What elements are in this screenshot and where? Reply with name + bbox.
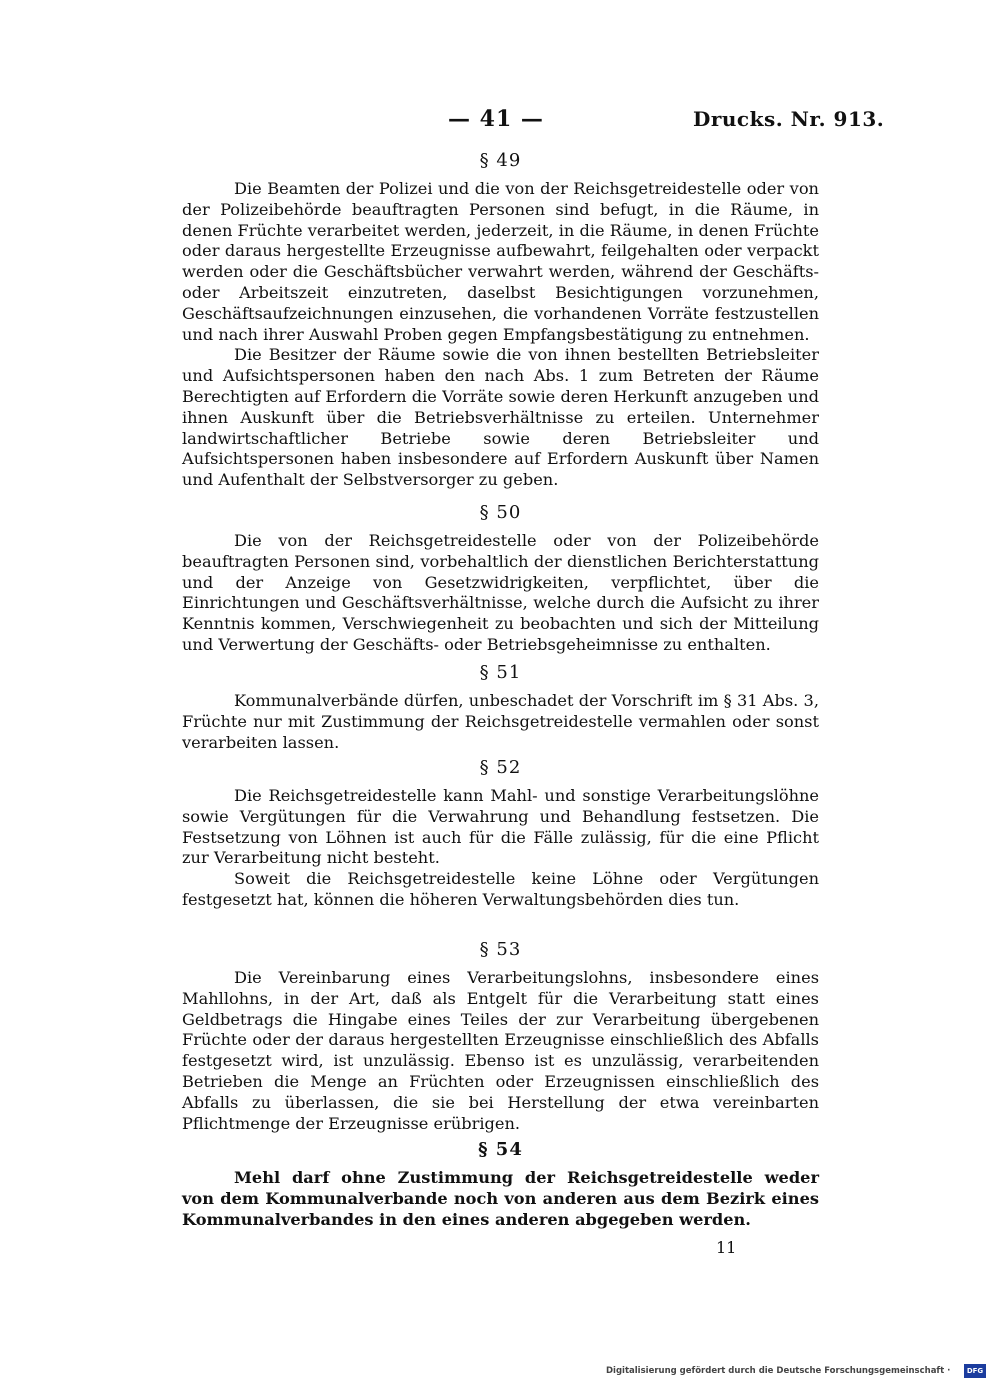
section-paragraph: Die Vereinbarung eines Verarbeitungslohns, insbesondere eines Mahllohns, in der Art, daß als Entgelt für die Verarbeitung statt eines Geldbetrags die Hingabe eines Teiles der zur Verarbeitung übergebenen Früchte oder der daraus hergestellten Erzeugnisse einschließlich des Abfalls festgesetzt wird, ist unzulässig. Ebenso ist es unzulässig, verarbeitenden Betrieben die Menge an Früchten oder Erzeugnissen einschließlich des Abfalls zu überlassen, die sie bei Herstellung der etwa vereinbarten Pflichtmenge der Erzeugnisse erübrigen. [182, 968, 819, 1133]
section-heading: § 53 [479, 939, 522, 960]
section-paragraph: Die Besitzer der Räume sowie die von ihnen bestellten Betriebsleiter und Aufsichtspersonen haben den nach Abs. 1 zum Betreten der Räume Berechtigten auf Erfordern die Vorräte sowie deren Herkunft anzugeben und ihnen Auskunft über die Betriebsverhältnisse zu erteilen. Unternehmer landwirtschaftlicher Betriebe sowie deren Betriebsleiter und Aufsichtspersonen haben insbesondere auf Erfordern Auskunft über Namen und Aufenthalt der Selbstversorger zu geben. [182, 345, 819, 490]
section-heading: § 54 [478, 1139, 523, 1160]
funding-note: Digitalisierung gefördert durch die Deutsche Forschungsgemeinschaft · [606, 1366, 951, 1376]
section-heading: § 50 [479, 502, 522, 523]
section-50 [182, 503, 819, 656]
section-heading: § 52 [479, 757, 522, 778]
dfg-logo: DFG [964, 1364, 986, 1378]
section-51 [182, 663, 819, 753]
page-number: — 41 — [448, 106, 544, 132]
section-paragraph: Mehl darf ohne Zustimmung der Reichsgetreidestelle weder von dem Kommunalverbande noch von anderen aus dem Bezirk eines Kommunalverbandes in den eines anderen abgegeben werden. [182, 1168, 819, 1229]
section-54 [182, 1140, 819, 1230]
section-paragraph: Die Reichsgetreidestelle kann Mahl- und sonstige Verarbeitungslöhne sowie Vergütungen für die Verwahrung und Behandlung festsetzen. Die Festsetzung von Löhnen ist auch für die Fälle zulässig, für die eine Pflicht zur Verarbeitung nicht besteht. [182, 786, 819, 868]
section-52 [182, 758, 819, 911]
section-53 [182, 940, 819, 1134]
sheet-number: 11 [716, 1238, 737, 1257]
section-paragraph: Kommunalverbände dürfen, unbeschadet der Vorschrift im § 31 Abs. 3, Früchte nur mit Zustimmung der Reichsgetreidestelle vermahlen oder sonst verarbeiten lassen. [182, 691, 819, 752]
section-paragraph: Die Beamten der Polizei und die von der Reichsgetreidestelle oder von der Polizeibehörde beauftragten Personen sind befugt, in die Räume, in denen Früchte verarbeitet werden, jederzeit, in die Räume, in denen Früchte oder daraus hergestellte Erzeugnisse aufbewahrt, feilgehalten oder verpackt werden oder die Geschäftsbücher verwahrt werden, während der Geschäfts- oder Arbeitszeit einzutreten, daselbst Besichtigungen vorzunehmen, Geschäftsaufzeichnungen einzusehen, die vorhandenen Vorräte festzustellen und nach ihrer Auswahl Proben gegen Empfangsbestätigung zu entnehmen. [182, 179, 819, 344]
section-paragraph: Soweit die Reichsgetreidestelle keine Löhne oder Vergütungen festgesetzt hat, können die höheren Verwaltungsbehörden dies tun. [182, 869, 819, 909]
section-heading: § 51 [479, 662, 522, 683]
print-number: Drucks. Nr. 913. [693, 107, 885, 131]
section-49 [182, 151, 819, 491]
section-heading: § 49 [479, 150, 522, 171]
section-paragraph: Die von der Reichsgetreidestelle oder von der Polizeibehörde beauftragten Personen sind, vorbehaltlich der dienstlichen Berichterstattung und der Anzeige von Gesetzwidrigkeiten, verpflichtet, über die Einrichtungen und Geschäftsverhältnisse, welche durch die Aufsicht zu ihrer Kenntnis kommen, Verschwiegenheit zu beobachten und sich der Mitteilung und Verwertung der Geschäfts- oder Betriebsgeheimnisse zu enthalten. [182, 531, 819, 654]
